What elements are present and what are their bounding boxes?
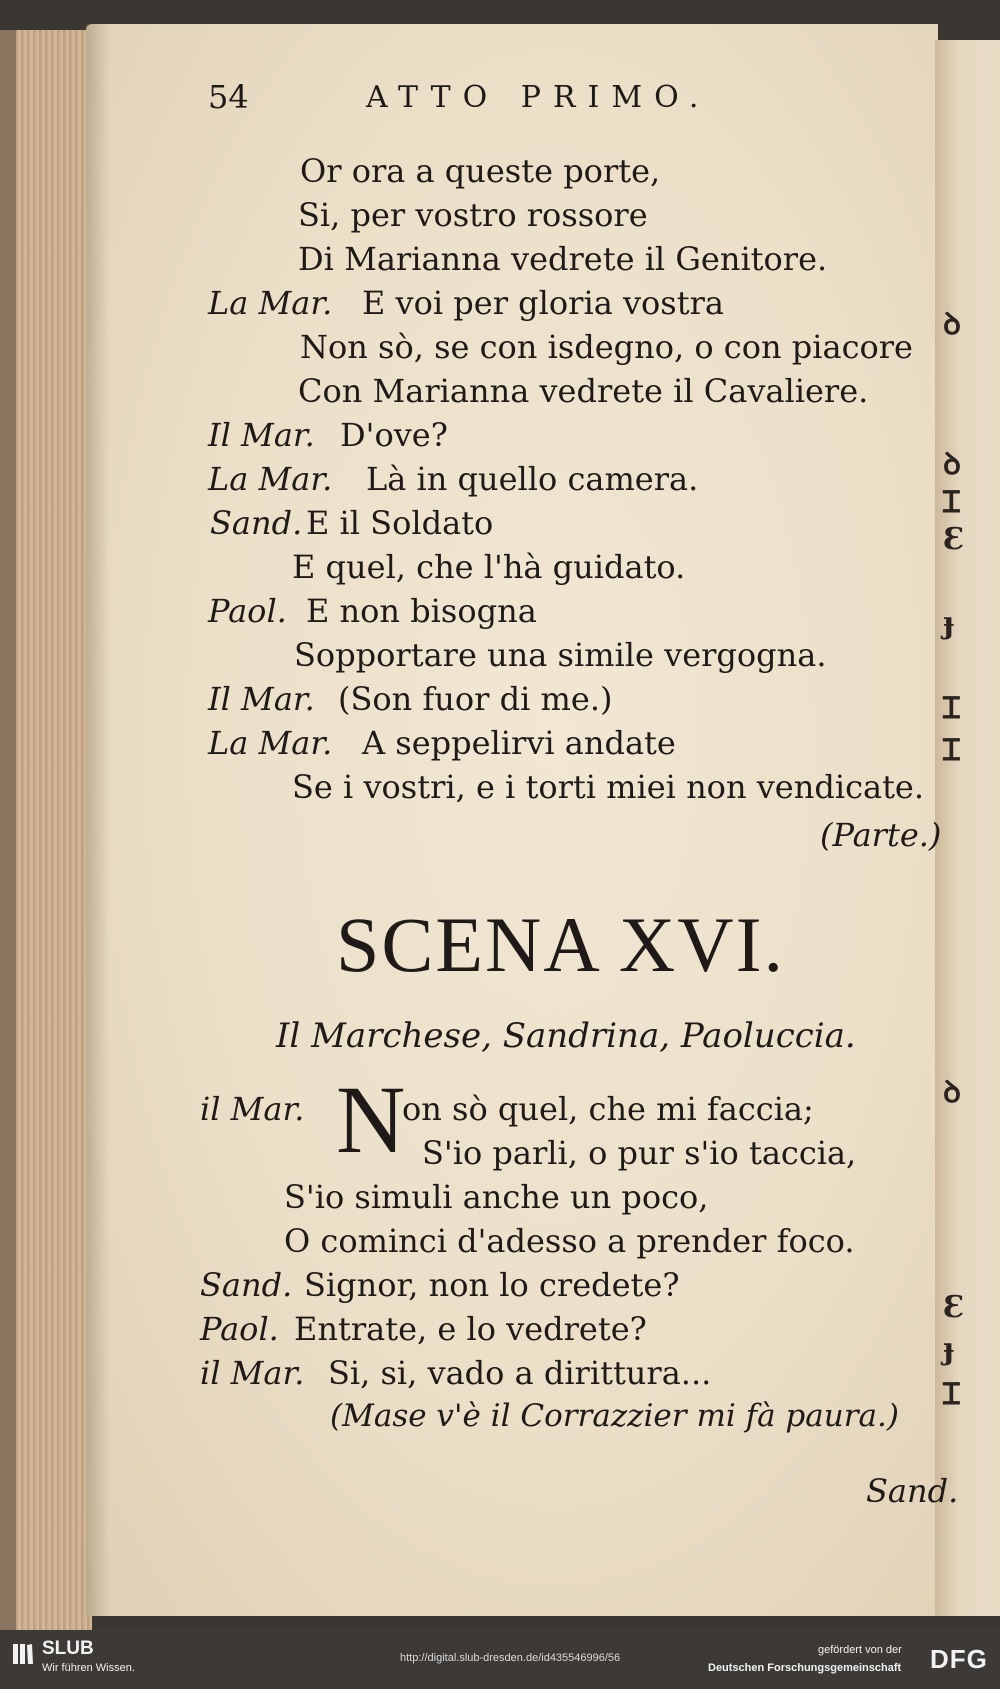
- verse-line: E non bisogna: [306, 592, 537, 630]
- verse-line: Sopportare una simile vergogna.: [294, 636, 827, 674]
- verse-line: (Mase v'è il Corrazzier mi fà paura.): [330, 1398, 899, 1434]
- scene-title: SCENA XVI.: [336, 901, 786, 988]
- speaker-label: La Mar.: [208, 460, 333, 498]
- slub-logo-text: SLUB: [42, 1638, 94, 1659]
- book-spine-shadow: [0, 30, 16, 1630]
- verse-line: Or ora a queste porte,: [300, 152, 661, 190]
- verse-line: Si, per vostro rossore: [298, 196, 648, 234]
- verse-line: E voi per gloria vostra: [362, 284, 724, 322]
- verse-line: Si, si, vado a dirittura...: [328, 1354, 712, 1392]
- speaker-label: Sand.: [210, 504, 303, 542]
- speaker-label: Il Mar.: [208, 416, 315, 454]
- source-url-link[interactable]: http://digital.slub-dresden.de/id435546996/56: [400, 1652, 621, 1664]
- verse-line: O cominci d'adesso a prender foco.: [284, 1222, 855, 1260]
- page-number: 54: [208, 78, 249, 116]
- footer-bar: [0, 1630, 1000, 1689]
- verse-line: on sò quel, che mi faccia;: [402, 1090, 814, 1128]
- speaker-label: Paol.: [200, 1310, 279, 1348]
- verse-line: E il Soldato: [306, 504, 494, 542]
- verse-line: Entrate, e lo vedrete?: [294, 1310, 647, 1348]
- slub-book-icon: [12, 1642, 34, 1666]
- funding-line-1: gefördert von der: [818, 1644, 902, 1656]
- next-page-edge: ꝺ ꝺ Ɪ Ɛ ɟ Ɪ Ɪ ꝺ Ɛ ɟ Ɪ: [935, 40, 1000, 1616]
- verse-line: Di Marianna vedrete il Genitore.: [298, 240, 828, 278]
- running-head: ATTO PRIMO.: [366, 80, 711, 115]
- verse-line: Là in quello camera.: [366, 460, 699, 498]
- speaker-label: La Mar.: [208, 724, 333, 762]
- verse-line: Con Marianna vedrete il Cavaliere.: [298, 372, 869, 410]
- verse-line: Non sò, se con isdegno, o con piacore: [300, 328, 913, 366]
- verse-line: (Son fuor di me.): [338, 680, 613, 718]
- speaker-label: Sand.: [200, 1266, 293, 1304]
- speaker-label: il Mar.: [200, 1090, 305, 1128]
- funding-line-2: Deutschen Forschungsgemeinschaft: [708, 1662, 902, 1674]
- speaker-label: Il Mar.: [208, 680, 315, 718]
- verse-line: S'io parli, o pur s'io taccia,: [422, 1134, 857, 1172]
- drop-cap: N: [336, 1066, 406, 1173]
- verse-line: Se i vostri, e i torti miei non vendicate.: [292, 768, 925, 806]
- stage-direction: (Parte.): [820, 816, 942, 854]
- dfg-logo: DFG: [930, 1644, 988, 1674]
- slub-tagline: Wir führen Wissen.: [42, 1662, 135, 1674]
- verse-line: Signor, non lo credete?: [304, 1266, 680, 1304]
- speaker-label: La Mar.: [208, 284, 333, 322]
- verse-line: A seppelirvi andate: [362, 724, 676, 762]
- verse-line: S'io simuli anche un poco,: [284, 1178, 709, 1216]
- page-gutter: [86, 24, 110, 1616]
- verse-line: E quel, che l'hà guidato.: [292, 548, 686, 586]
- speaker-label: il Mar.: [200, 1354, 305, 1392]
- speaker-label: Paol.: [208, 592, 287, 630]
- catchword: Sand.: [866, 1472, 959, 1510]
- verse-line: D'ove?: [340, 416, 448, 454]
- character-list: Il Marchese, Sandrina, Paoluccia.: [276, 1016, 856, 1056]
